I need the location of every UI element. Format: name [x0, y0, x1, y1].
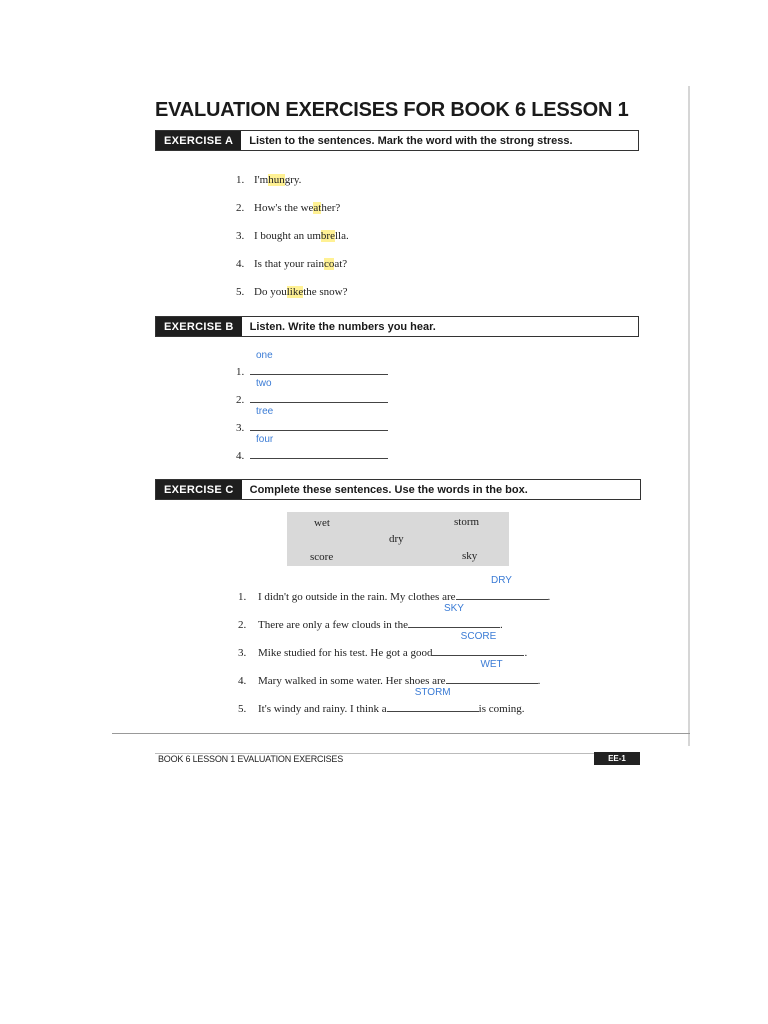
item-number: 3. — [238, 647, 247, 659]
item-number: 3. — [236, 422, 245, 434]
item-text-after: . — [499, 619, 503, 631]
item-text-before: Mike studied for his test. He got a good — [258, 647, 433, 659]
stress-highlight: bre — [320, 230, 335, 242]
item-text-before: I'm — [254, 174, 269, 186]
exercise-c-item-5 — [238, 687, 525, 715]
item-number: 5. — [236, 286, 245, 298]
item-text-before: I bought an um — [254, 230, 321, 242]
answer-blank[interactable] — [432, 631, 524, 656]
box-word: wet — [314, 517, 330, 529]
item-text-after: lla. — [334, 230, 349, 242]
answer-blank[interactable] — [250, 378, 388, 403]
item-number: 5. — [238, 703, 247, 715]
answer-blank[interactable] — [250, 434, 388, 459]
exercise-c-item-3 — [238, 631, 528, 659]
item-text-after: . — [547, 591, 551, 603]
box-word: dry — [389, 533, 404, 545]
handwritten-answer: DRY — [491, 575, 512, 586]
stress-highlight: at — [313, 202, 322, 214]
item-number: 2. — [238, 619, 247, 631]
exercise-a-item-3 — [236, 230, 349, 242]
exercise-a-tag: EXERCISE A — [156, 131, 241, 150]
exercise-b-item-4 — [236, 434, 388, 462]
item-number: 1. — [236, 174, 245, 186]
item-number: 4. — [238, 675, 247, 687]
item-text-before: Do you — [254, 286, 287, 298]
item-number: 3. — [236, 230, 245, 242]
handwritten-answer: two — [256, 378, 272, 389]
handwritten-answer: WET — [480, 659, 503, 670]
exercise-a-item-1 — [236, 174, 301, 186]
page-edge — [688, 86, 690, 746]
exercise-b-item-2 — [236, 378, 388, 406]
exercise-b-header — [155, 316, 639, 337]
item-text-after: . — [537, 675, 541, 687]
exercise-c-item-2 — [238, 603, 503, 631]
answer-blank[interactable] — [250, 350, 388, 375]
box-word: storm — [454, 516, 480, 528]
item-text-after: is coming. — [478, 703, 525, 715]
handwritten-answer: SKY — [443, 603, 464, 614]
exercise-a-instruction: Listen to the sentences. Mark the word with the strong stress. — [249, 134, 573, 147]
answer-blank[interactable] — [408, 603, 500, 628]
stress-highlight: hun — [268, 174, 285, 186]
answer-blank[interactable] — [456, 575, 548, 600]
item-text-after: gry. — [284, 174, 302, 186]
item-number: 4. — [236, 258, 245, 270]
item-text-after: her? — [321, 202, 341, 214]
exercise-c-item-4 — [238, 659, 541, 687]
item-text-before: I didn't go outside in the rain. My clothes are — [258, 591, 456, 603]
exercise-b-instruction: Listen. Write the numbers you hear. — [249, 320, 436, 333]
item-number: 4. — [236, 450, 245, 462]
item-number: 2. — [236, 394, 245, 406]
exercise-c-header — [155, 479, 641, 500]
item-text-before: How's the we — [254, 202, 314, 214]
item-text-before: Is that your rain — [254, 258, 324, 270]
answer-blank[interactable] — [250, 406, 388, 431]
item-number: 1. — [236, 366, 245, 378]
exercise-b-tag: EXERCISE B — [156, 317, 242, 336]
handwritten-answer: STORM — [414, 687, 451, 698]
exercise-c-tag: EXERCISE C — [156, 480, 242, 499]
exercise-a-item-5 — [236, 286, 348, 298]
word-box — [287, 512, 509, 566]
item-text-after: . — [524, 647, 528, 659]
page-title: EVALUATION EXERCISES FOR BOOK 6 LESSON 1 — [155, 99, 629, 121]
item-text-after: the snow? — [303, 286, 348, 298]
page-badge: EE-1 — [594, 752, 640, 765]
handwritten-answer: four — [256, 434, 274, 445]
exercise-b-item-3 — [236, 406, 388, 434]
exercise-c-item-1 — [238, 575, 551, 603]
item-text-before: Mary walked in some water. Her shoes are — [258, 675, 446, 687]
exercise-a-item-2 — [236, 202, 340, 214]
handwritten-answer: SCORE — [460, 631, 497, 642]
stress-highlight: co — [323, 258, 335, 270]
exercise-a-item-4 — [236, 258, 347, 270]
footer-divider — [112, 733, 690, 734]
item-number: 2. — [236, 202, 245, 214]
box-word: score — [310, 551, 334, 563]
item-text-before: It's windy and rainy. I think a — [258, 703, 387, 715]
answer-blank[interactable] — [446, 659, 538, 684]
handwritten-answer: one — [256, 350, 273, 361]
stress-highlight: like — [286, 286, 304, 298]
exercise-c-instruction: Complete these sentences. Use the words in the box. — [249, 483, 528, 496]
item-text-before: There are only a few clouds in the — [258, 619, 408, 631]
box-word: sky — [462, 550, 478, 562]
footer-text: BOOK 6 LESSON 1 EVALUATION EXERCISES — [158, 754, 344, 764]
item-number: 1. — [238, 591, 247, 603]
handwritten-answer: tree — [256, 406, 274, 417]
exercise-b-item-1 — [236, 350, 388, 378]
answer-blank[interactable] — [387, 687, 479, 712]
item-text-after: at? — [334, 258, 348, 270]
exercise-a-header — [155, 130, 639, 151]
